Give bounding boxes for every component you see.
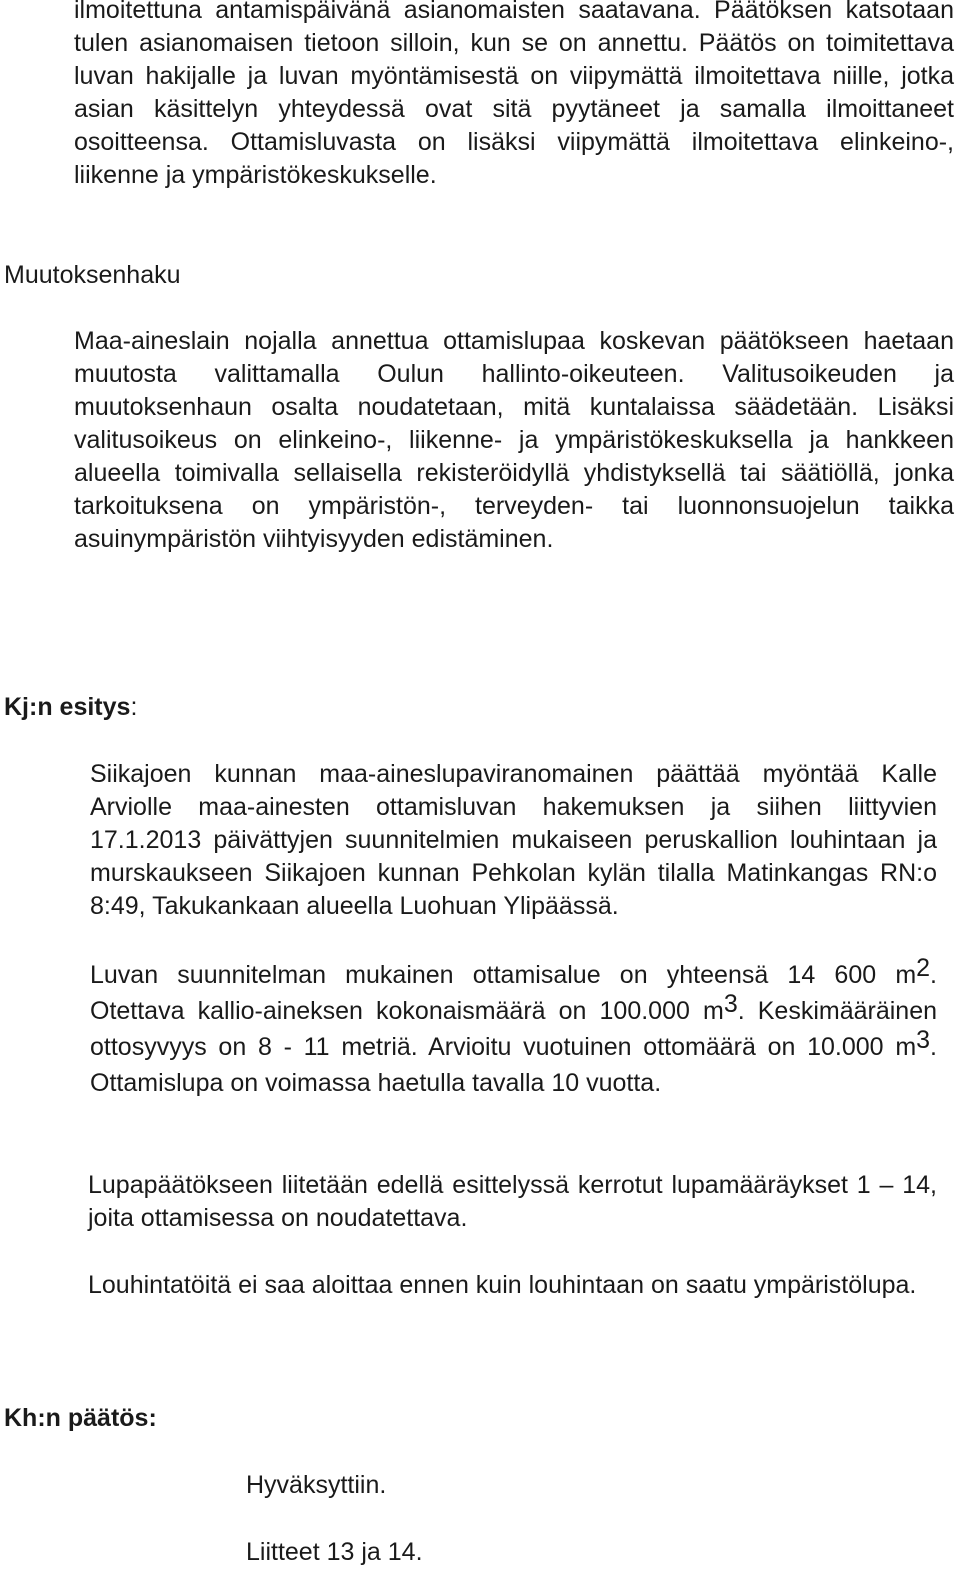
- intro-paragraph: ilmoitettuna antamispäivänä asianomaisten saatavana. Päätöksen katsotaan tulen asianomaisen tietoon silloin, kun se on annettu. Päätös on toimitettava luvan hakijalle ja luvan myöntämisestä on viipymättä ilmoitettava niille, jotka asian käsittelyn yhteydessä ovat sitä pyytäneet ja samalla ilmoittaneet osoitteensa. Ottamisluvasta on lisäksi viipymättä ilmoitettava elinkeino-, liikenne ja ympäristökeskukselle.: [74, 0, 954, 189]
- proposal-p2-part-a: Luvan suunnitelman mukainen ottamisalue on yhteensä 14 600 m: [90, 961, 917, 989]
- volume-unit-exponent: 3: [723, 990, 738, 1018]
- proposal-paragraph-2: [90, 954, 938, 1101]
- appeal-paragraph: Maa-aineslain nojalla annettua ottamislupaa koskevan päätökseen haetaan muutosta valittamalla Oulun hallinto-oikeuteen. Valitusoikeuden ja muutoksenhaun osalta noudatetaan, mitä kuntalaissa säädetään. Lisäksi valitusoikeus on elinkeino-, liikenne- ja ympäristökeskuksella ja hankkeen alueella toimivalla sellaisella rekisteröidyllä yhdistyksellä tai säätiöllä, jonka tarkoituksena on ympäristön-, terveyden- tai luonnonsuojelun taikka asuinympäristön viihtyisyyden edistäminen.: [74, 327, 954, 553]
- proposal-heading-colon: :: [130, 693, 138, 721]
- annual-volume-unit-exponent: 3: [916, 1026, 931, 1054]
- proposal-heading-text: Kj:n esitys: [4, 693, 131, 721]
- decision-result: Hyväksyttiin.: [246, 1471, 387, 1499]
- proposal-paragraph-3: Lupapäätökseen liitetään edellä esittelyssä kerrotut lupamääräykset 1 – 14, joita ottamisessa on noudatettava.: [88, 1171, 937, 1232]
- proposal-p2-part-b: . Otettava kallio-aineksen kokonaismäärä on 100.000 m: [90, 961, 937, 1025]
- decision-attachments: Liitteet 13 ja 14.: [246, 1538, 423, 1566]
- area-unit-exponent: 2: [916, 954, 931, 982]
- appeal-heading: Muutoksenhaku: [4, 261, 181, 289]
- proposal-p2-part-c: . Keskimääräinen ottosyvyys on 8 - 11 metriä. Arvioitu vuotuinen ottomäärä on 10.000 m: [90, 997, 938, 1061]
- decision-heading: Kh:n päätös:: [4, 1404, 157, 1432]
- proposal-p2-part-d: . Ottamislupa on voimassa haetulla tavalla 10 vuotta.: [90, 1033, 937, 1097]
- proposal-heading: [4, 691, 137, 724]
- proposal-paragraph-4: Louhintatöitä ei saa aloittaa ennen kuin louhintaan on saatu ympäristölupa.: [88, 1271, 917, 1299]
- proposal-paragraph-1: Siikajoen kunnan maa-aineslupaviranomainen päättää myöntää Kalle Arviolle maa-ainesten ottamisluvan hakemuksen ja siihen liittyvien 17.1.2013 päivättyjen suunnitelmien mukaiseen peruskallion louhintaan ja murskaukseen Siikajoen kunnan Pehkolan kylän tilalla Matinkangas RN:o 8:49, Takukankaan alueella Luohuan Ylipäässä.: [90, 760, 937, 920]
